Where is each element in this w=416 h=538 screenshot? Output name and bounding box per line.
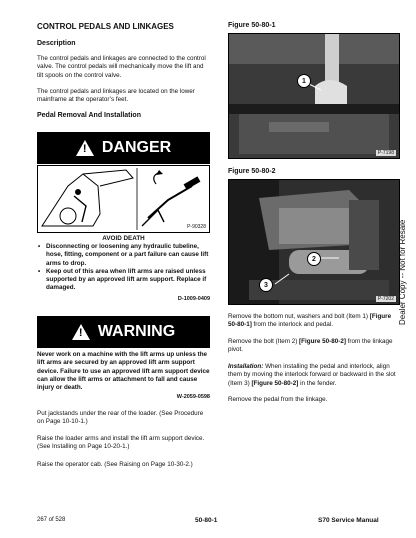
danger-item-2: • Keep out of this area when lift arms are raised unless supported by an approved lift arm support. Replace if damaged.: [46, 268, 210, 293]
danger-text: [37, 243, 210, 293]
figure-1-title: Figure 50-80-1: [228, 22, 276, 29]
danger-banner: [37, 132, 210, 164]
warning-triangle-icon: !: [76, 140, 94, 156]
step-3: Raise the operator cab. (See Raising on Page 10-30-2.): [37, 461, 193, 468]
danger-item-1: • Disconnecting or loosening any hydraulic tubeline, hose, fitting, component or a part failure can cause lift arms to drop.: [46, 243, 210, 268]
remove-pedal-paragraph: Remove the pedal from the linkage.: [228, 396, 328, 403]
side-notice: [397, 215, 411, 335]
figure-2-photo: [228, 179, 400, 305]
installation-figure-ref: [Figure 50-80-2]: [251, 379, 299, 387]
installation-paragraph: [228, 363, 398, 388]
warning-code: W-2059-0598: [176, 394, 210, 400]
danger-illustration: [37, 165, 210, 233]
danger-label: DANGER: [101, 139, 172, 156]
installation-label: Installation:: [228, 363, 264, 370]
figure-1-callout-1: 1: [297, 74, 311, 88]
figure-2-code: P-7202: [377, 296, 394, 302]
figure-2-callout-3: 3: [259, 278, 273, 292]
figure-1-code: P-7198: [377, 150, 394, 156]
figure-1-ref: [Figure 50-80-1]: [228, 313, 392, 329]
remove-bolt-text-end: from the linkage pivot.: [228, 338, 393, 354]
danger-image-code: P-90328: [187, 224, 206, 230]
figure-2-callout-2: 2: [307, 252, 321, 266]
remove-nut-text: Remove the bottom nut, washers and bolt (Item 1): [228, 313, 370, 320]
section-title: CONTROL PEDALS AND LINKAGES: [37, 22, 174, 31]
remove-nut-text-end: from the interlock and pedal.: [251, 321, 334, 329]
warning-banner: [37, 316, 210, 348]
step-1: Put jackstands under the rear of the loader. (See Procedure on Page 10-10-1.): [37, 410, 204, 426]
footer-manual-title: S70 Service Manual: [318, 517, 379, 524]
description-paragraph-1: The control pedals and linkages are connected to the control valve. The control pedals will mechanically move the lift and tilt spools on the control valve.: [37, 55, 206, 79]
remove-bolt-paragraph: [228, 338, 398, 355]
remove-nut-paragraph: [228, 313, 398, 330]
figure-2-ref: [Figure 50-80-2]: [299, 338, 346, 345]
description-paragraph-2: The control pedals and linkages are located on the lower mainframe at the operator’s feet.: [37, 88, 195, 104]
pedal-interlock-photo-icon: [229, 34, 399, 158]
danger-code: D-1009-0409: [177, 296, 210, 302]
loader-lift-arm-icon: [38, 166, 209, 232]
footer-page-count: 267 of 528: [37, 517, 66, 523]
warning-triangle-icon: !: [72, 324, 90, 340]
figure-1-photo: [228, 33, 400, 159]
installation-text: When installing the pedal and interlock, align them by moving the interlock forward or backward in the slot (Item 3): [228, 363, 396, 387]
installation-text-end: in the fender.: [298, 379, 337, 387]
danger-subtitle: AVOID DEATH: [102, 235, 145, 242]
removal-heading: Pedal Removal And Installation: [37, 112, 141, 119]
warning-label: WARNING: [97, 323, 176, 340]
warning-text: Never work on a machine with the lift arms up unless the lift arms are secured by an approved lift arm support device. Failure to use an approved lift arm support device can allow the lift arms or attachment to fall and cause injury or death.: [37, 351, 210, 392]
remove-bolt-text: Remove the bolt (Item 2): [228, 338, 300, 345]
figure-2-title: Figure 50-80-2: [228, 168, 276, 175]
side-notice-text: Dealer Copy -- Not for Resale: [398, 219, 407, 325]
linkage-pivot-photo-icon: [229, 180, 399, 304]
step-2: Raise the loader arms and install the lift arm support device. (See Installing on Page 10-20-1.): [37, 435, 205, 451]
footer-page-number: 50-80-1: [195, 517, 218, 524]
description-heading: Description: [37, 40, 76, 47]
